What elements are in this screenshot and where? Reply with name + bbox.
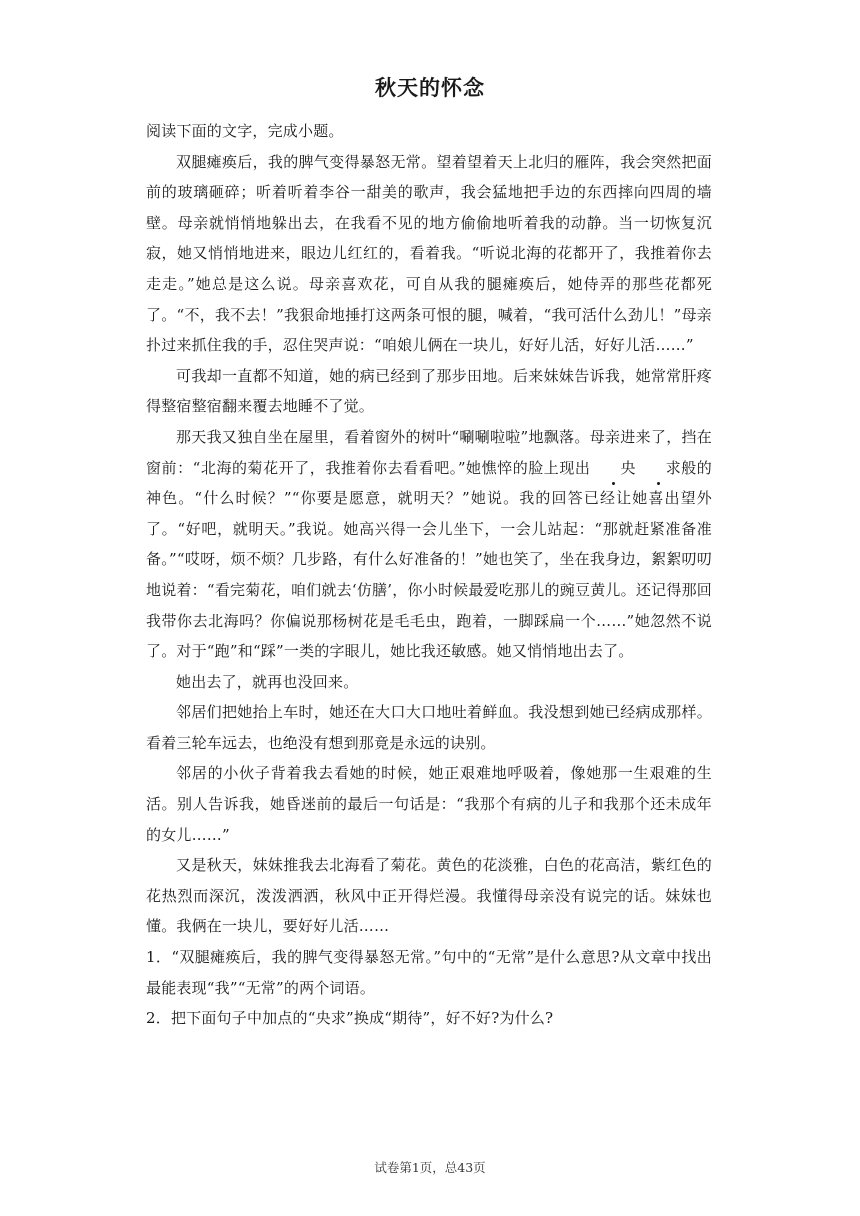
paragraph-7: 又是秋天，妹妹推我去北海看了菊花。黄色的花淡雅，白色的花高洁，紫红色的花热烈而深沉，泼泼洒洒，秋风中正开得烂漫。我懂得母亲没有说完的话。妹妹也懂。我俩在一块儿，要好好儿活……: [146, 856, 712, 936]
paragraph-1: 双腿瘫痪后，我的脾气变得暴怒无常。望着望着天上北归的雁阵，我会突然把面前的玻璃砸碎；听着听着李谷一甜美的歌声，我会猛地把手边的东西摔向四周的墙壁。母亲就悄悄地躲出去，在我看不见的地方偷偷地听着我的动静。当一切恢复沉寂，她又悄悄地进来，眼边儿红红的，看着我。“听说北海的花都开了，我推着你去走走。”她总是这么说。母亲喜欢花，可自从我的腿瘫痪后，她侍弄的那些花都死了。“不，我不去！”我狠命地捶打这两条可恨的腿，喊着，“我可活什么劲儿！”母亲扑过来抓住我的手，忍住哭声说：“咱娘儿俩在一块儿，好好儿活，好好儿活……”: [146, 152, 712, 355]
paragraph-3-text-before: 那天我又独自坐在屋里，看着窗外的树叶“唰唰啦啦”地飘落。母亲进来了，挡在窗前：“北海的菊花开了，我推着你去看看吧。”她憔悴的脸上现出: [146, 427, 712, 477]
paragraph-2: 可我却一直都不知道，她的病已经到了那步田地。后来妹妹告诉我，她常常肝疼得整宿整宿翻来覆去地睡不了觉。: [146, 366, 712, 416]
paragraph-4: 她出去了，就再也没回来。: [176, 672, 359, 691]
emphasized-char-yang: 央: [590, 453, 635, 484]
page-title: 秋天的怀念: [375, 76, 485, 100]
reading-passage: [146, 116, 712, 1034]
paragraph-6: 邻居的小伙子背着我去看她的时候，她正艰难地呼吸着，像她那一生艰难的生活。别人告诉我，她昏迷前的最后一句话是：“我那个有病的儿子和我那个还未成年的女儿……”: [146, 764, 712, 844]
paragraph-3-text-after: 般的神色。“什么时候？”“你要是愿意，就明天？”她说。我的回答已经让她喜出望外了。“好吧，就明天。”我说。她高兴得一会儿坐下，一会儿站起：“那就赶紧准备准备。”“哎呀，烦不烦？几步路，有什么好准备的！”她也笑了，坐在我身边，絮絮叨叨地说着：“看完菊花，咱们就去‘仿膳’，你小时候最爱吃那儿的豌豆黄儿。还记得那回我带你去北海吗？你偏说那杨树花是毛毛虫，跑着，一脚踩扁一个……”她忽然不说了。对于“跑”和“踩”一类的字眼儿，她比我还敏感。她又悄悄地出去了。: [146, 458, 712, 661]
question-2: 2．把下面句子中加点的“央求”换成“期待”，好不好?为什么?: [146, 1009, 554, 1028]
emphasized-char-qiu: 求: [636, 453, 681, 484]
paragraph-3: [146, 422, 712, 667]
paragraph-5: 邻居们把她抬上车时，她还在大口大口地吐着鲜血。我没想到她已经病成那样。看着三轮车远去，也绝没有想到那竟是永远的诀别。: [146, 703, 712, 752]
page-footer: 试卷第1页，总43页: [374, 1160, 486, 1175]
instruction-text: 阅读下面的文字，完成小题。: [146, 122, 344, 140]
question-1: 1．“双腿瘫痪后，我的脾气变得暴怒无常。”句中的“无常”是什么意思?从文章中找出最能表现“我”“无常”的两个词语。: [146, 948, 712, 997]
